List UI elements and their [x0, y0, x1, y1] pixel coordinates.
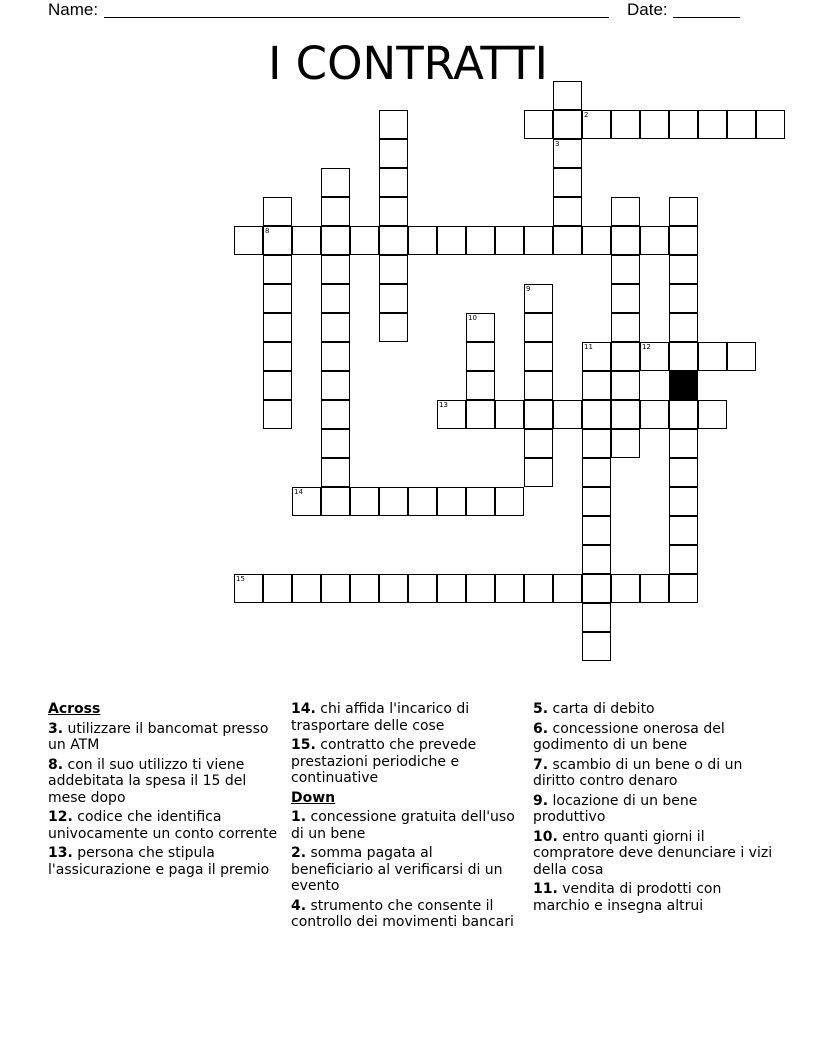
clue-number: 4.	[291, 897, 307, 914]
grid-cell[interactable]	[611, 110, 640, 139]
grid-cell[interactable]	[437, 226, 466, 255]
grid-cell[interactable]	[524, 400, 553, 429]
grid-cell[interactable]	[234, 574, 263, 603]
grid-cell[interactable]	[669, 313, 698, 342]
grid-cell[interactable]	[321, 371, 350, 400]
clue-text: concessione onerosa del godimento di un bene	[533, 720, 725, 753]
grid-cell[interactable]	[524, 371, 553, 400]
grid-cell[interactable]	[379, 226, 408, 255]
clue-down-4	[291, 898, 516, 931]
grid-cell[interactable]	[263, 371, 292, 400]
grid-cell[interactable]	[640, 400, 669, 429]
grid-cell[interactable]	[437, 487, 466, 516]
grid-cell[interactable]	[263, 574, 292, 603]
clue-number-label: 11	[584, 343, 593, 351]
black-cell	[669, 371, 698, 400]
grid-cell[interactable]	[495, 400, 524, 429]
grid-cell[interactable]	[524, 429, 553, 458]
date-label: Date:	[627, 0, 668, 19]
grid-cell[interactable]	[379, 255, 408, 284]
grid-cell[interactable]	[466, 342, 495, 371]
grid-cell[interactable]	[350, 226, 379, 255]
grid-cell[interactable]	[292, 226, 321, 255]
page-title: I CONTRATTI	[268, 37, 548, 90]
grid-cell[interactable]	[495, 574, 524, 603]
grid-cell[interactable]	[669, 110, 698, 139]
clue-across-14	[291, 701, 516, 734]
grid-cell[interactable]	[611, 313, 640, 342]
grid-cell[interactable]	[582, 574, 611, 603]
clue-number: 13.	[48, 845, 73, 861]
grid-cell[interactable]	[263, 313, 292, 342]
grid-cell[interactable]	[553, 110, 582, 139]
grid-cell[interactable]	[524, 458, 553, 487]
clue-number: 14.	[291, 701, 316, 717]
clue-down-10	[533, 829, 773, 879]
grid-cell[interactable]	[524, 574, 553, 603]
clue-text: persona che stipula l'assicurazione e paga il premio	[48, 845, 270, 878]
clue-text: somma pagata al beneficiario al verificarsi di un evento	[291, 845, 503, 894]
clue-down-1	[291, 809, 516, 842]
across-heading: Across	[48, 701, 101, 717]
grid-cell[interactable]	[669, 255, 698, 284]
clue-number-label: 12	[642, 343, 651, 351]
grid-cell[interactable]	[611, 371, 640, 400]
clue-number: 1.	[291, 809, 307, 825]
grid-cell[interactable]	[611, 255, 640, 284]
down-heading: Down	[291, 789, 336, 806]
clue-number-label: 13	[439, 401, 448, 409]
grid-cell[interactable]	[669, 429, 698, 458]
grid-cell[interactable]	[553, 226, 582, 255]
grid-cell[interactable]	[727, 342, 756, 371]
grid-cell[interactable]	[611, 226, 640, 255]
clue-across-13	[48, 845, 288, 878]
clue-number: 9.	[533, 792, 549, 809]
clue-number-label: 3	[555, 140, 560, 148]
grid-cell[interactable]	[263, 342, 292, 371]
grid-cell[interactable]	[408, 226, 437, 255]
clue-column-1	[48, 701, 288, 881]
grid-cell[interactable]	[756, 110, 785, 139]
grid-cell[interactable]	[321, 429, 350, 458]
grid-cell[interactable]	[292, 487, 321, 516]
grid-cell[interactable]	[466, 487, 495, 516]
clue-number-label: 14	[294, 488, 303, 496]
grid-cell[interactable]	[466, 313, 495, 342]
grid-cell[interactable]	[582, 545, 611, 574]
grid-cell[interactable]	[350, 574, 379, 603]
grid-cell[interactable]	[263, 226, 292, 255]
clue-number: 8.	[48, 756, 64, 773]
grid-cell[interactable]	[321, 458, 350, 487]
grid-cell[interactable]	[553, 168, 582, 197]
clue-number: 5.	[533, 701, 549, 717]
grid-cell[interactable]	[321, 197, 350, 226]
grid-cell[interactable]	[321, 313, 350, 342]
grid-cell[interactable]	[582, 342, 611, 371]
grid-cell[interactable]	[669, 342, 698, 371]
grid-cell[interactable]	[669, 284, 698, 313]
grid-cell[interactable]	[553, 197, 582, 226]
grid-cell[interactable]	[437, 574, 466, 603]
grid-cell[interactable]	[640, 574, 669, 603]
clue-number-label: 10	[468, 314, 477, 322]
clue-number: 15.	[291, 737, 316, 753]
clue-across-3	[48, 721, 288, 754]
clue-number: 10.	[533, 828, 558, 845]
name-label: Name:	[48, 0, 99, 19]
grid-cell[interactable]	[437, 400, 466, 429]
clue-text: vendita di prodotti con marchio e insegna altrui	[533, 881, 722, 914]
grid-cell[interactable]	[379, 168, 408, 197]
clue-number: 3.	[48, 720, 64, 737]
grid-cell[interactable]	[321, 226, 350, 255]
grid-cell[interactable]	[234, 226, 263, 255]
grid-cell[interactable]	[379, 574, 408, 603]
clue-text: con il suo utilizzo ti viene addebitata la spesa il 15 del mese dopo	[48, 756, 247, 806]
grid-cell[interactable]	[524, 284, 553, 313]
grid-cell[interactable]	[321, 400, 350, 429]
clue-number-label: 15	[236, 575, 245, 583]
grid-cell[interactable]	[263, 197, 292, 226]
clue-text: entro quanti giorni il compratore deve denunciare i vizi della cosa	[533, 828, 773, 878]
grid-cell[interactable]	[379, 110, 408, 139]
grid-cell[interactable]	[408, 487, 437, 516]
clue-number: 7.	[533, 756, 549, 773]
grid-cell[interactable]	[321, 284, 350, 313]
grid-cell[interactable]	[379, 197, 408, 226]
clue-column-3	[533, 701, 773, 917]
clue-number-label: 2	[584, 111, 589, 119]
clue-number: 11.	[533, 881, 558, 897]
grid-cell[interactable]	[466, 400, 495, 429]
grid-cell[interactable]	[524, 342, 553, 371]
grid-cell[interactable]	[582, 226, 611, 255]
grid-cell[interactable]	[669, 545, 698, 574]
grid-cell[interactable]	[350, 487, 379, 516]
grid-cell[interactable]	[321, 574, 350, 603]
grid-cell[interactable]	[263, 255, 292, 284]
grid-cell[interactable]	[495, 226, 524, 255]
clue-column-2	[291, 701, 516, 934]
clue-across-12	[48, 809, 288, 842]
clue-number: 12.	[48, 809, 73, 825]
grid-cell[interactable]	[698, 400, 727, 429]
clue-text: strumento che consente il controllo dei movimenti bancari	[291, 897, 514, 930]
clue-down-6	[533, 721, 773, 754]
grid-cell[interactable]	[524, 226, 553, 255]
clue-down-11	[533, 881, 773, 914]
grid-cell[interactable]	[640, 110, 669, 139]
grid-cell[interactable]	[669, 574, 698, 603]
grid-cell[interactable]	[669, 458, 698, 487]
grid-cell[interactable]	[611, 429, 640, 458]
clue-text: locazione di un bene produttivo	[533, 792, 698, 825]
clue-number-label: 8	[265, 227, 270, 235]
grid-cell[interactable]	[408, 574, 437, 603]
grid-cell[interactable]	[582, 487, 611, 516]
grid-cell[interactable]	[611, 574, 640, 603]
grid-cell[interactable]	[524, 313, 553, 342]
clue-down-5	[533, 701, 773, 718]
clue-across-8	[48, 757, 288, 807]
clue-text: carta di debito	[552, 701, 655, 717]
grid-cell[interactable]	[495, 487, 524, 516]
grid-cell[interactable]	[379, 284, 408, 313]
clue-text: utilizzare il bancomat presso un ATM	[48, 720, 269, 753]
grid-cell[interactable]	[321, 255, 350, 284]
clue-number: 6.	[533, 720, 549, 737]
clue-text: contratto che prevede prestazioni periodiche e continuative	[291, 737, 477, 786]
grid-cell[interactable]	[698, 342, 727, 371]
clue-text: chi affida l'incarico di trasportare delle cose	[291, 701, 470, 734]
grid-cell[interactable]	[727, 110, 756, 139]
grid-cell[interactable]	[292, 574, 321, 603]
clue-text: scambio di un bene o di un diritto contro denaro	[533, 756, 743, 789]
grid-cell[interactable]	[321, 487, 350, 516]
grid-cell[interactable]	[553, 400, 582, 429]
grid-cell[interactable]	[321, 168, 350, 197]
clue-number: 2.	[291, 845, 307, 861]
grid-cell[interactable]	[582, 429, 611, 458]
grid-cell[interactable]	[582, 400, 611, 429]
grid-cell[interactable]	[582, 516, 611, 545]
grid-cell[interactable]	[582, 603, 611, 632]
grid-cell[interactable]	[669, 226, 698, 255]
grid-cell[interactable]	[379, 139, 408, 168]
grid-cell[interactable]	[553, 574, 582, 603]
grid-cell[interactable]	[611, 284, 640, 313]
grid-cell[interactable]	[582, 632, 611, 661]
grid-cell[interactable]	[466, 371, 495, 400]
grid-cell[interactable]	[611, 342, 640, 371]
grid-cell[interactable]	[582, 371, 611, 400]
grid-cell[interactable]	[263, 400, 292, 429]
grid-cell[interactable]	[698, 110, 727, 139]
grid-cell[interactable]	[640, 342, 669, 371]
grid-cell[interactable]	[466, 574, 495, 603]
clue-down-9	[533, 793, 773, 826]
grid-cell[interactable]	[524, 110, 553, 139]
grid-cell[interactable]	[582, 458, 611, 487]
grid-cell[interactable]	[640, 226, 669, 255]
grid-cell[interactable]	[379, 313, 408, 342]
grid-cell[interactable]	[669, 516, 698, 545]
grid-cell[interactable]	[263, 284, 292, 313]
clue-down-2	[291, 845, 516, 895]
grid-cell[interactable]	[466, 226, 495, 255]
grid-cell[interactable]	[379, 487, 408, 516]
clue-across-15	[291, 737, 516, 787]
grid-cell[interactable]	[611, 197, 640, 226]
grid-cell[interactable]	[669, 487, 698, 516]
grid-cell[interactable]	[669, 400, 698, 429]
clue-text: codice che identifica univocamente un conto corrente	[48, 809, 278, 842]
grid-cell[interactable]	[611, 400, 640, 429]
clue-text: concessione gratuita dell'uso di un bene	[291, 809, 515, 842]
grid-cell[interactable]	[582, 110, 611, 139]
grid-cell[interactable]	[321, 342, 350, 371]
grid-cell[interactable]	[553, 139, 582, 168]
grid-cell[interactable]	[553, 81, 582, 110]
clue-number-label: 9	[526, 285, 531, 293]
grid-cell[interactable]	[669, 197, 698, 226]
clue-down-7	[533, 757, 773, 790]
